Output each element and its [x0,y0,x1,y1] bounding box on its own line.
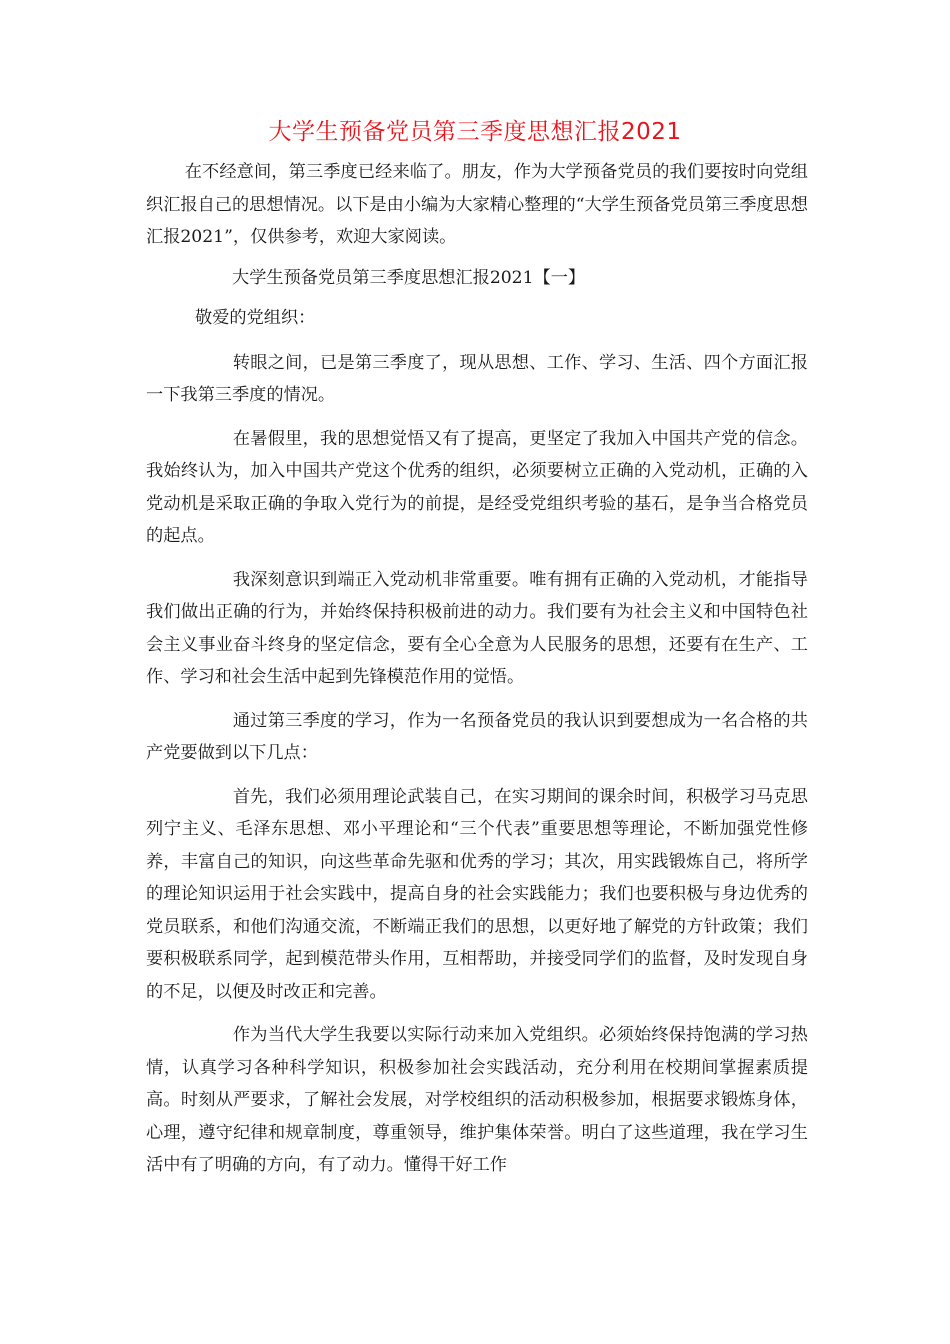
body-paragraph: 作为当代大学生我要以实际行动来加入党组织。必须始终保持饱满的学习热情，认真学习各种科学知识，积极参加社会实践活动，充分利用在校期间掌握素质提高。时刻从严要求，了解社会发展，对学校组织的活动积极参加，根据要求锻炼身体，心理，遵守纪律和规章制度，尊重领导，维护集体荣誉。明白了这些道理，我在学习生活中有了明确的方向，有了动力。懂得干好工作 [146,1025,808,1175]
section-subtitle: 大学生预备党员第三季度思想汇报2021【一】 [232,267,586,288]
document-body [146,156,808,1182]
body-paragraph: 通过第三季度的学习，作为一名预备党员的我认识到要想成为一名合格的共产党要做到以下几点： [146,710,808,763]
body-paragraph: 我深刻意识到端正入党动机非常重要。唯有拥有正确的入党动机，才能指导我们做出正确的行为，并始终保持积极前进的动力。我们要有为社会主义和中国特色社会主义事业奋斗终身的坚定信念，要有全心全意为人民服务的思想，还要有在生产、工作、学习和社会生活中起到先锋模范作用的觉悟。 [146,569,808,687]
body-paragraph: 转眼之间，已是第三季度了，现从思想、工作、学习、生活、四个方面汇报一下我第三季度的情况。 [146,352,808,405]
document-title: 大学生预备党员第三季度思想汇报2021 [268,119,682,145]
intro-paragraph: 在不经意间，第三季度已经来临了。朋友，作为大学预备党员的我们要按时向党组织汇报自己的思想情况。以下是由小编为大家精心整理的“大学生预备党员第三季度思想汇报2021”，仅供参考，欢迎大家阅读。 [146,162,808,247]
salutation: 敬爱的党组织： [195,308,316,328]
body-paragraph: 在暑假里，我的思想觉悟又有了提高，更坚定了我加入中国共产党的信念。我始终认为，加入中国共产党这个优秀的组织，必须要树立正确的入党动机，正确的入党动机是采取正确的争取入党行为的前提，是经受党组织考验的基石，是争当合格党员的起点。 [146,428,808,546]
body-paragraph: 首先，我们必须用理论武装自己，在实习期间的课余时间，积极学习马克思列宁主义、毛泽东思想、邓小平理论和“三个代表”重要思想等理论，不断加强党性修养，丰富自己的知识，向这些革命先驱和优秀的学习；其次，用实践锻炼自己，将所学的理论知识运用于社会实践中，提高自身的社会实践能力；我们也要积极与身边优秀的党员联系，和他们沟通交流，不断端正我们的思想，以更好地了解党的方针政策；我们要积极联系同学，起到模范带头作用，互相帮助，并接受同学们的监督，及时发现自身的不足，以便及时改正和完善。 [146,786,808,1002]
